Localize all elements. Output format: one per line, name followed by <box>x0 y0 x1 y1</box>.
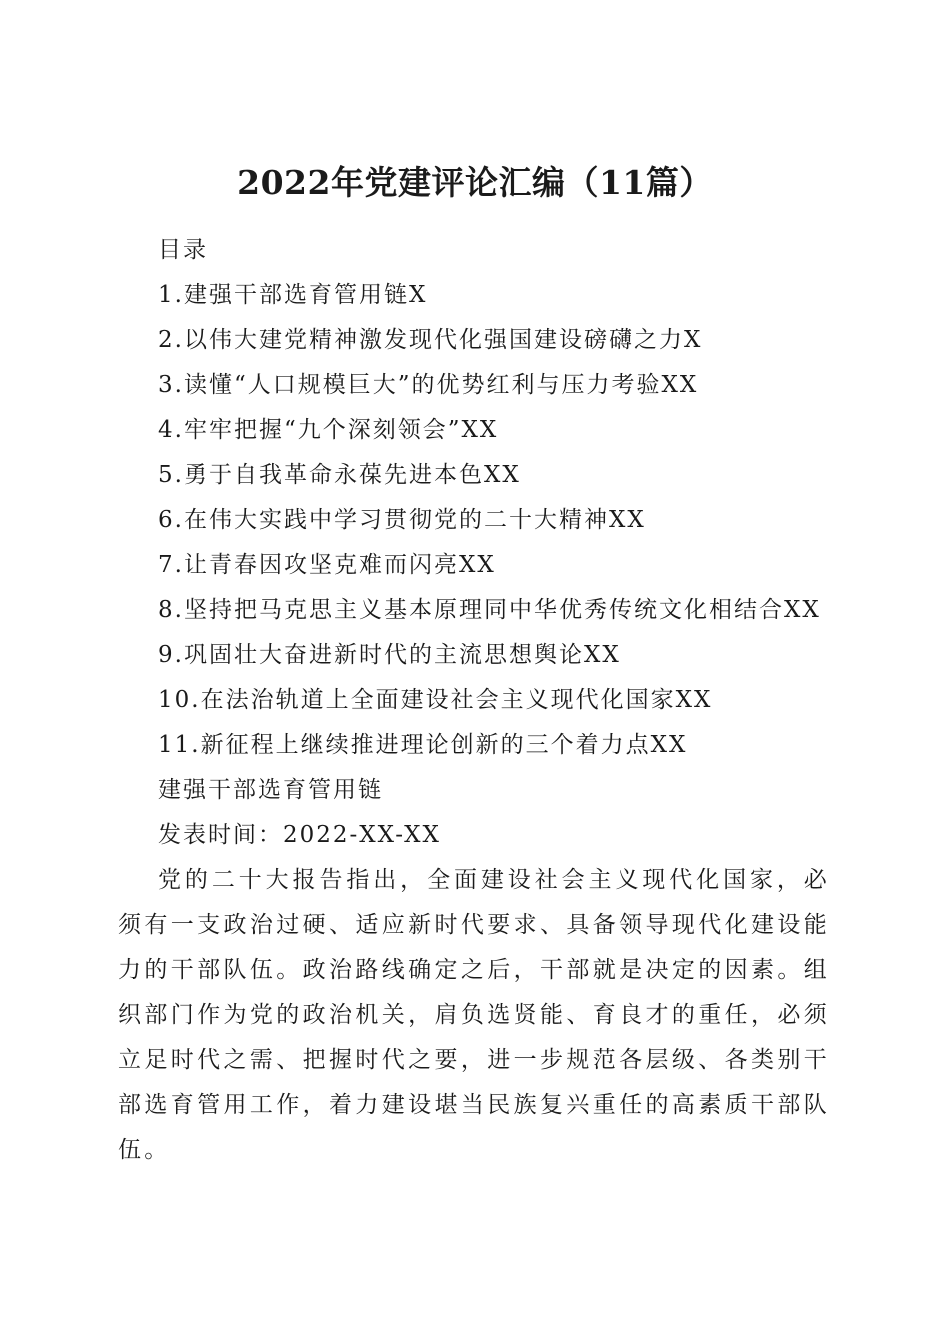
article-title: 建强干部选育管用链 <box>158 777 383 803</box>
document-title: 2022年党建评论汇编（11篇） <box>237 163 713 203</box>
toc-item: 1.建强干部选育管用链X <box>158 282 428 308</box>
toc-item: 11.新征程上继续推进理论创新的三个着力点XX <box>158 732 688 758</box>
body-paragraph: 党的二十大报告指出，全面建设社会主义现代化国家，必须有一支政治过硬、适应新时代要求、具备领导现代化建设能力的干部队伍。政治路线确定之后，干部就是决定的因素。组织部门作为党的政治机关，肩负选贤能、育良才的重任，必须立足时代之需、把握时代之要，进一步规范各层级、各类别干部选育管用工作，着力建设堪当民族复兴重任的高素质干部队伍。 <box>118 867 830 1163</box>
document-content <box>118 228 830 1173</box>
toc-item: 2.以伟大建党精神激发现代化强国建设磅礴之力X <box>158 327 703 353</box>
toc-item: 4.牢牢把握“九个深刻领会”XX <box>158 417 499 443</box>
publish-time: 发表时间：2022-XX-XX <box>158 822 441 848</box>
toc-item: 10.在法治轨道上全面建设社会主义现代化国家XX <box>158 687 713 713</box>
toc-item: 7.让青春因攻坚克难而闪亮XX <box>158 552 496 578</box>
toc-heading: 目录 <box>158 237 208 263</box>
toc-item: 9.巩固壮大奋进新时代的主流思想舆论XX <box>158 642 621 668</box>
toc-item: 5.勇于自我革命永葆先进本色XX <box>158 462 521 488</box>
toc-item: 8.坚持把马克思主义基本原理同中华优秀传统文化相结合XX <box>158 597 821 623</box>
toc-item: 3.读懂“人口规模巨大”的优势红利与压力考验XX <box>158 372 699 398</box>
toc-item: 6.在伟大实践中学习贯彻党的二十大精神XX <box>158 507 646 533</box>
